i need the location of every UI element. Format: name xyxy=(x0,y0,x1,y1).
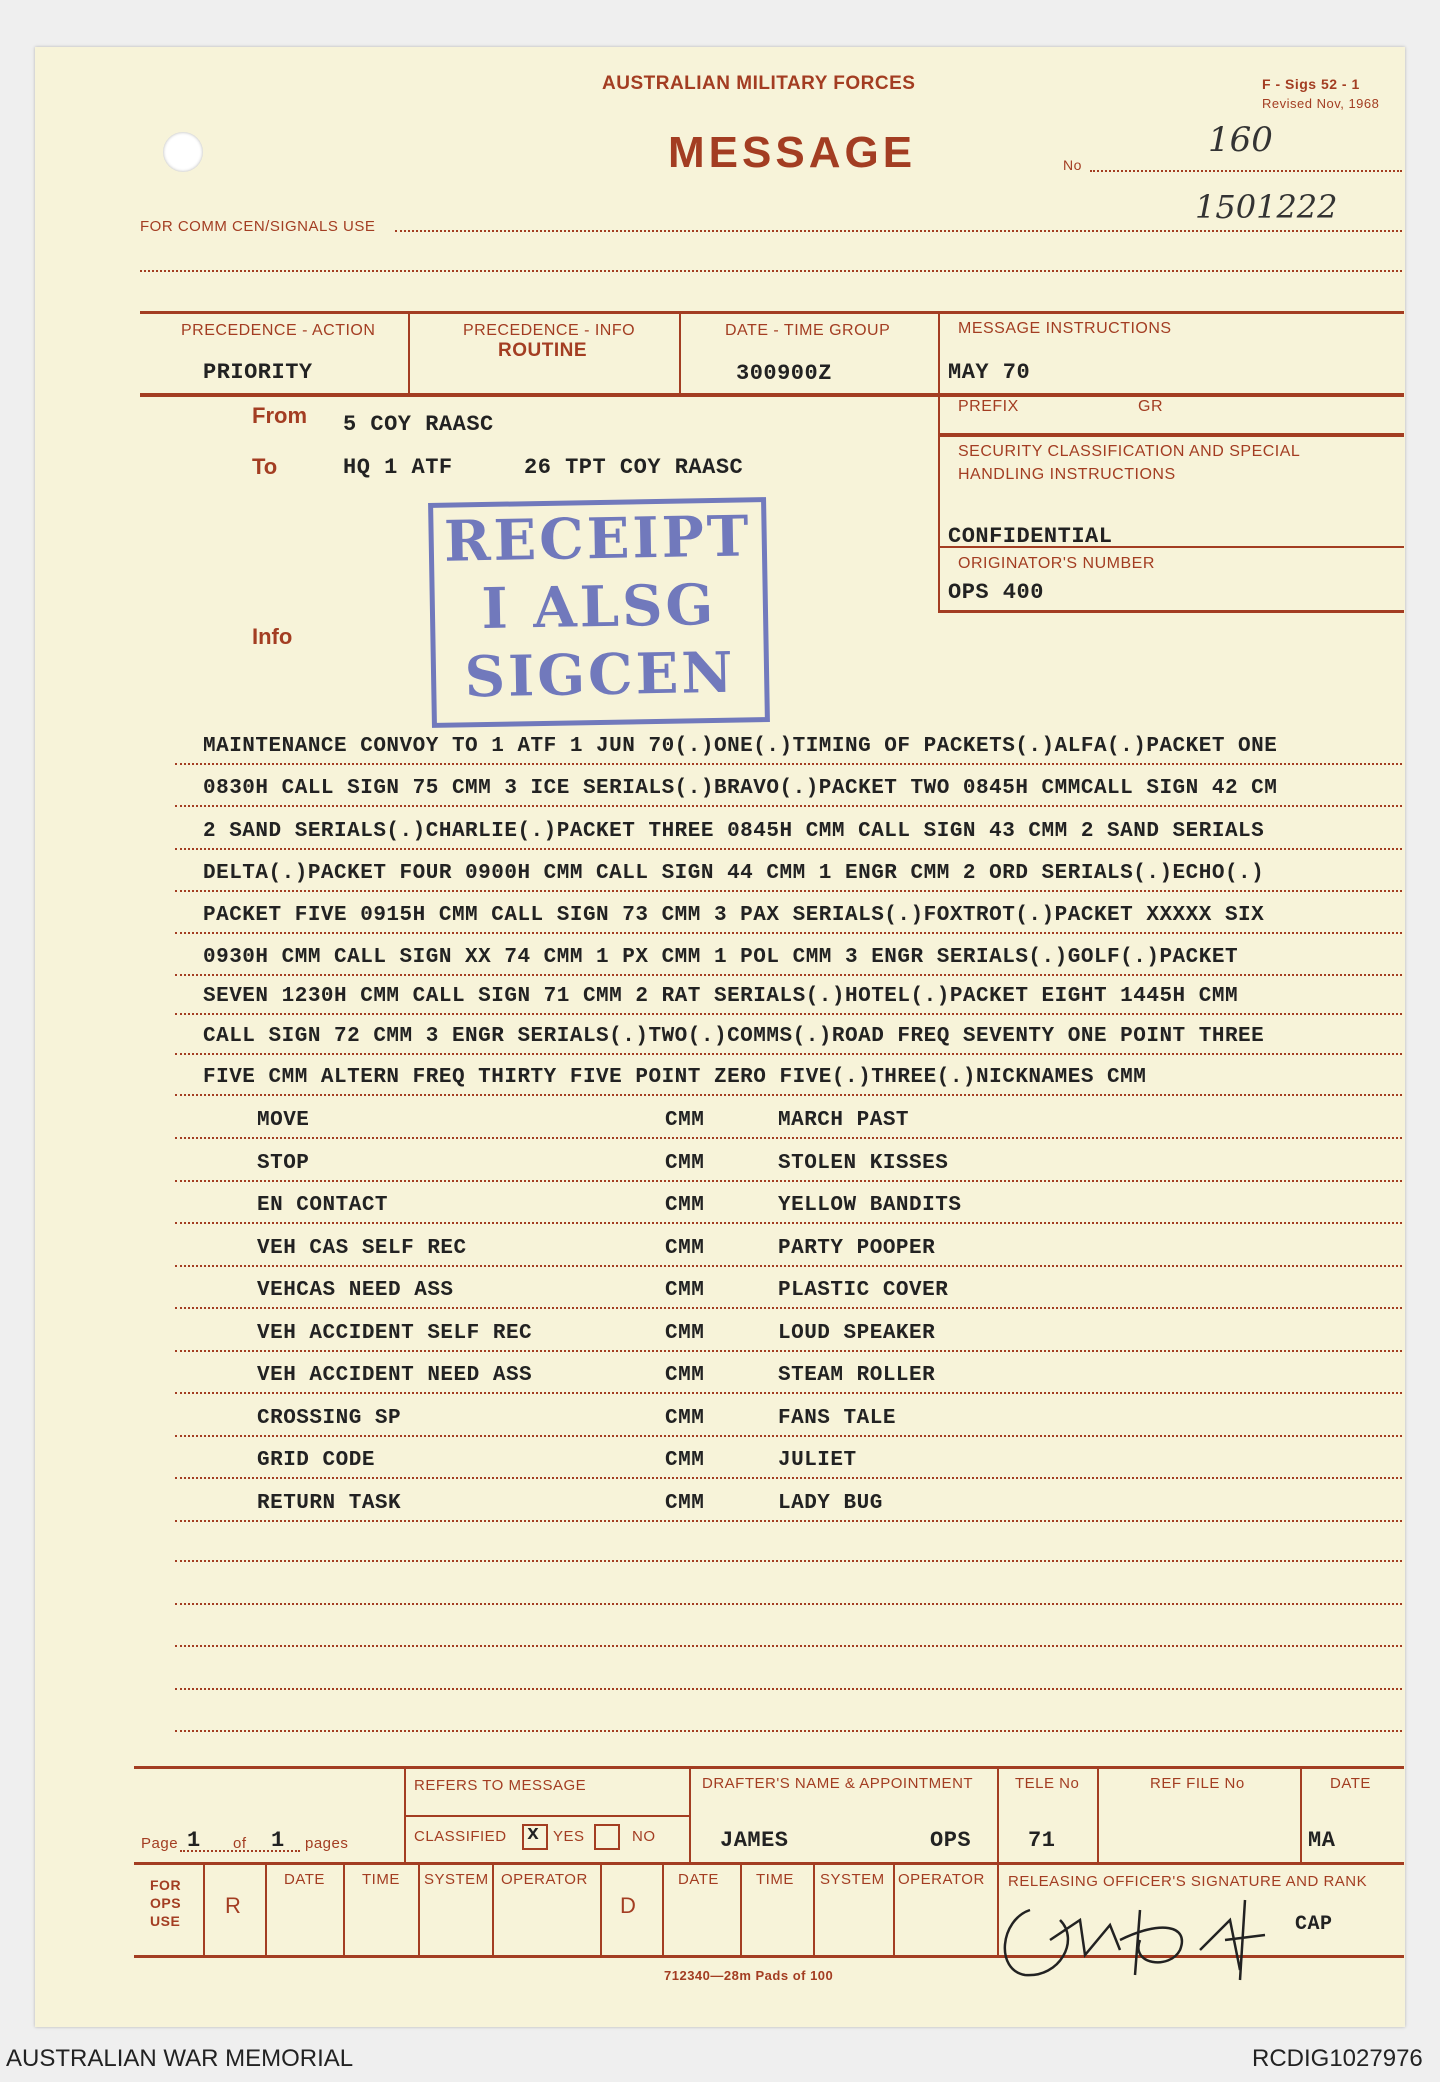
to-value-2: 26 TPT COY RAASC xyxy=(524,455,744,480)
prec-info-value: ROUTINE xyxy=(498,340,587,361)
yes-label: YES xyxy=(553,1828,585,1845)
bottom-div-4 xyxy=(1097,1768,1099,1863)
stamp-line-2: I ALSG xyxy=(480,571,717,643)
orig-rule xyxy=(938,610,1404,613)
no-checkbox-label: NO xyxy=(632,1828,656,1845)
nickname-term: VEH CAS SELF REC xyxy=(257,1237,467,1260)
of-word: of xyxy=(233,1835,247,1852)
dtg-label: DATE - TIME GROUP xyxy=(725,322,891,339)
col-system-d: SYSTEM xyxy=(820,1871,885,1888)
bottom-div-5 xyxy=(1300,1768,1302,1863)
nickname-sep: CMM xyxy=(665,1364,705,1387)
nickname-sep: CMM xyxy=(665,1449,705,1472)
tele-label: TELE No xyxy=(1015,1775,1080,1792)
for-ops-3: USE xyxy=(150,1913,181,1929)
col-date-r: DATE xyxy=(284,1871,325,1888)
nickname-sep: CMM xyxy=(665,1194,705,1217)
blank-rule-2 xyxy=(175,1603,1402,1605)
stamp-line-3: SIGCEN xyxy=(464,639,737,711)
nickname-term: VEHCAS NEED ASS xyxy=(257,1279,454,1302)
comm-rule-2 xyxy=(140,270,1402,272)
nickname-code: LADY BUG xyxy=(778,1492,883,1515)
releasing-label: RELEASING OFFICER'S SIGNATURE AND RANK xyxy=(1008,1873,1368,1890)
ref-file-label: REF FILE No xyxy=(1150,1775,1245,1792)
classified-no-checkbox[interactable] xyxy=(594,1824,620,1850)
from-label: From xyxy=(252,403,307,428)
nickname-rule xyxy=(175,1350,1402,1352)
nickname-code: LOUD SPEAKER xyxy=(778,1322,936,1345)
nickname-term: VEH ACCIDENT NEED ASS xyxy=(257,1364,533,1387)
col-operator-d: OPERATOR xyxy=(898,1871,985,1888)
bottom-div-2 xyxy=(689,1768,691,1863)
nickname-code: FANS TALE xyxy=(778,1407,896,1430)
ops-div-2 xyxy=(265,1863,267,1955)
stamp-line-1: RECEIPT xyxy=(443,503,752,575)
refers-label: REFERS TO MESSAGE xyxy=(414,1777,587,1794)
no-label: No xyxy=(1063,157,1082,173)
nickname-rule xyxy=(175,1137,1402,1139)
nickname-code: YELLOW BANDITS xyxy=(778,1194,962,1217)
nickname-rule xyxy=(175,1435,1402,1437)
body-line: CALL SIGN 72 CMM 3 ENGR SERIALS(.)TWO(.)COMMS(.)ROAD FREQ SEVENTY ONE POINT THREE xyxy=(203,1025,1265,1048)
to-label: To xyxy=(252,454,278,479)
ops-div-4 xyxy=(418,1863,420,1955)
drafter-appt: OPS xyxy=(930,1828,972,1853)
instr-label: MESSAGE INSTRUCTIONS xyxy=(958,320,1172,337)
body-line: DELTA(.)PACKET FOUR 0900H CMM CALL SIGN 44 CMM 1 ENGR CMM 2 ORD SERIALS(.)ECHO(.) xyxy=(203,862,1265,885)
r-label: R xyxy=(225,1893,242,1918)
col-operator-r: OPERATOR xyxy=(501,1871,588,1888)
nickname-code: MARCH PAST xyxy=(778,1109,910,1132)
bottom-div-3 xyxy=(997,1768,999,1863)
ops-div-7 xyxy=(662,1863,664,1955)
form-revised: Revised Nov, 1968 xyxy=(1262,96,1380,111)
body-line: SEVEN 1230H CMM CALL SIGN 71 CMM 2 RAT SERIALS(.)HOTEL(.)PACKET EIGHT 1445H CMM xyxy=(203,985,1239,1008)
message-number: 160 xyxy=(1208,120,1273,160)
col-system-r: SYSTEM xyxy=(424,1871,489,1888)
print-code: 712340—28m Pads of 100 xyxy=(664,1968,834,1983)
nickname-sep: CMM xyxy=(665,1407,705,1430)
nickname-term: CROSSING SP xyxy=(257,1407,402,1430)
nickname-term: VEH ACCIDENT SELF REC xyxy=(257,1322,533,1345)
nickname-rule xyxy=(175,1477,1402,1479)
orig-label: ORIGINATOR'S NUMBER xyxy=(958,555,1155,572)
bottom-mid-rule xyxy=(134,1862,1404,1865)
blank-rule-4 xyxy=(175,1688,1402,1690)
nickname-code: PLASTIC COVER xyxy=(778,1279,949,1302)
nickname-term: EN CONTACT xyxy=(257,1194,389,1217)
ops-div-10 xyxy=(893,1863,895,1955)
nickname-rule xyxy=(175,1265,1402,1267)
body-line: MAINTENANCE CONVOY TO 1 ATF 1 JUN 70(.)ONE(.)TIMING OF PACKETS(.)ALFA(.)PACKET ONE xyxy=(203,735,1278,758)
to-value-1: HQ 1 ATF xyxy=(343,455,453,480)
page-total: 1 xyxy=(271,1828,285,1853)
receipt-stamp xyxy=(428,497,770,728)
prefix-rule xyxy=(938,433,1404,437)
body-rule xyxy=(175,974,1402,976)
security-label-1: SECURITY CLASSIFICATION AND SPECIAL xyxy=(958,443,1301,460)
nickname-sep: CMM xyxy=(665,1109,705,1132)
prefix-label: PREFIX xyxy=(958,398,1019,415)
col-time-d: TIME xyxy=(756,1871,794,1888)
ops-div-6 xyxy=(600,1863,602,1955)
nickname-term: RETURN TASK xyxy=(257,1492,402,1515)
comm-rule-1 xyxy=(395,230,1402,232)
nickname-code: STEAM ROLLER xyxy=(778,1364,936,1387)
nickname-sep: CMM xyxy=(665,1279,705,1302)
ops-div-1 xyxy=(203,1863,205,1955)
org-heading: AUSTRALIAN MILITARY FORCES xyxy=(602,73,916,94)
tele-value: 71 xyxy=(1028,1828,1056,1853)
form-code: F - Sigs 52 - 1 xyxy=(1262,76,1360,92)
col-time-r: TIME xyxy=(362,1871,400,1888)
body-line: FIVE CMM ALTERN FREQ THIRTY FIVE POINT ZERO FIVE(.)THREE(.)NICKNAMES CMM xyxy=(203,1066,1147,1089)
nickname-sep: CMM xyxy=(665,1237,705,1260)
form-title: MESSAGE xyxy=(668,128,917,177)
nickname-code: STOLEN KISSES xyxy=(778,1152,949,1175)
prec-action-value: PRIORITY xyxy=(203,360,313,385)
nickname-sep: CMM xyxy=(665,1152,705,1175)
bottom-top-rule xyxy=(134,1766,1404,1769)
body-line: 2 SAND SERIALS(.)CHARLIE(.)PACKET THREE 0845H CMM CALL SIGN 43 CMM 2 SAND SERIALS xyxy=(203,820,1265,843)
security-label-2: HANDLING INSTRUCTIONS xyxy=(958,466,1176,483)
nickname-sep: CMM xyxy=(665,1322,705,1345)
yes-mark: x xyxy=(527,1823,540,1846)
ops-div-8 xyxy=(740,1863,742,1955)
info-label: Info xyxy=(252,624,293,649)
ops-div-5 xyxy=(492,1863,494,1955)
drafter-label: DRAFTER'S NAME & APPOINTMENT xyxy=(702,1775,974,1792)
nickname-rule xyxy=(175,1520,1402,1522)
ops-div-9 xyxy=(813,1863,815,1955)
security-value: CONFIDENTIAL xyxy=(948,524,1113,549)
body-rule xyxy=(175,1013,1402,1015)
prec-info-label: PRECEDENCE - INFO xyxy=(463,322,636,339)
gr-label: GR xyxy=(1138,398,1163,415)
nickname-rule xyxy=(175,1180,1402,1182)
grid-divider-3 xyxy=(938,313,940,613)
officer-signature xyxy=(990,1880,1290,1990)
nickname-term: MOVE xyxy=(257,1109,310,1132)
for-ops-1: FOR xyxy=(150,1877,182,1893)
blank-rule-1 xyxy=(175,1560,1402,1562)
body-rule xyxy=(175,890,1402,892)
pages-word: pages xyxy=(305,1835,349,1852)
body-rule xyxy=(175,1094,1402,1096)
no-rule xyxy=(1090,170,1402,172)
grid-divider-2 xyxy=(679,313,681,393)
from-value: 5 COY RAASC xyxy=(343,412,494,437)
nickname-term: GRID CODE xyxy=(257,1449,375,1472)
page-word: Page xyxy=(141,1835,179,1852)
nickname-code: JULIET xyxy=(778,1449,857,1472)
blank-rule-5 xyxy=(175,1730,1402,1732)
body-rule xyxy=(175,805,1402,807)
date-label: DATE xyxy=(1330,1775,1371,1792)
grid-mid-rule xyxy=(140,393,1404,397)
nickname-term: STOP xyxy=(257,1152,310,1175)
nickname-rule xyxy=(175,1307,1402,1309)
nickname-rule xyxy=(175,1222,1402,1224)
body-line: 0930H CMM CALL SIGN XX 74 CMM 1 PX CMM 1 POL CMM 3 ENGR SERIALS(.)GOLF(.)PACKET xyxy=(203,946,1239,969)
grid-top-rule xyxy=(140,311,1404,314)
footer-id: RCDIG1027976 xyxy=(1252,2045,1423,2072)
page-num: 1 xyxy=(187,1828,201,1853)
classified-label: CLASSIFIED xyxy=(414,1828,507,1845)
body-rule xyxy=(175,1053,1402,1055)
body-line: 0830H CALL SIGN 75 CMM 3 ICE SERIALS(.)BRAVO(.)PACKET TWO 0845H CMMCALL SIGN 42 CM xyxy=(203,777,1278,800)
orig-value: OPS 400 xyxy=(948,580,1044,605)
comm-cen-label: FOR COMM CEN/SIGNALS USE xyxy=(140,218,376,235)
handwritten-number: 1501222 xyxy=(1195,188,1338,226)
grid-divider-1 xyxy=(408,313,410,393)
d-label: D xyxy=(620,1893,637,1918)
for-ops-2: OPS xyxy=(150,1895,182,1911)
body-rule xyxy=(175,763,1402,765)
dtg-value: 300900Z xyxy=(736,361,832,386)
blank-rule-3 xyxy=(175,1645,1402,1647)
punch-hole xyxy=(163,132,203,172)
refers-rule xyxy=(404,1815,689,1817)
nickname-code: PARTY POOPER xyxy=(778,1237,936,1260)
col-date-d: DATE xyxy=(678,1871,719,1888)
date-value: MA xyxy=(1308,1828,1336,1853)
ops-div-3 xyxy=(343,1863,345,1955)
rank-value: CAP xyxy=(1295,1913,1333,1936)
body-rule xyxy=(175,848,1402,850)
footer-institution: AUSTRALIAN WAR MEMORIAL xyxy=(6,2045,354,2072)
instr-value: MAY 70 xyxy=(948,360,1031,385)
body-rule xyxy=(175,932,1402,934)
drafter-name: JAMES xyxy=(720,1828,789,1853)
body-line: PACKET FIVE 0915H CMM CALL SIGN 73 CMM 3 PAX SERIALS(.)FOXTROT(.)PACKET XXXXX SIX xyxy=(203,904,1265,927)
nickname-rule xyxy=(175,1392,1402,1394)
page-rule xyxy=(180,1850,300,1852)
prec-action-label: PRECEDENCE - ACTION xyxy=(181,322,376,339)
nickname-sep: CMM xyxy=(665,1492,705,1515)
